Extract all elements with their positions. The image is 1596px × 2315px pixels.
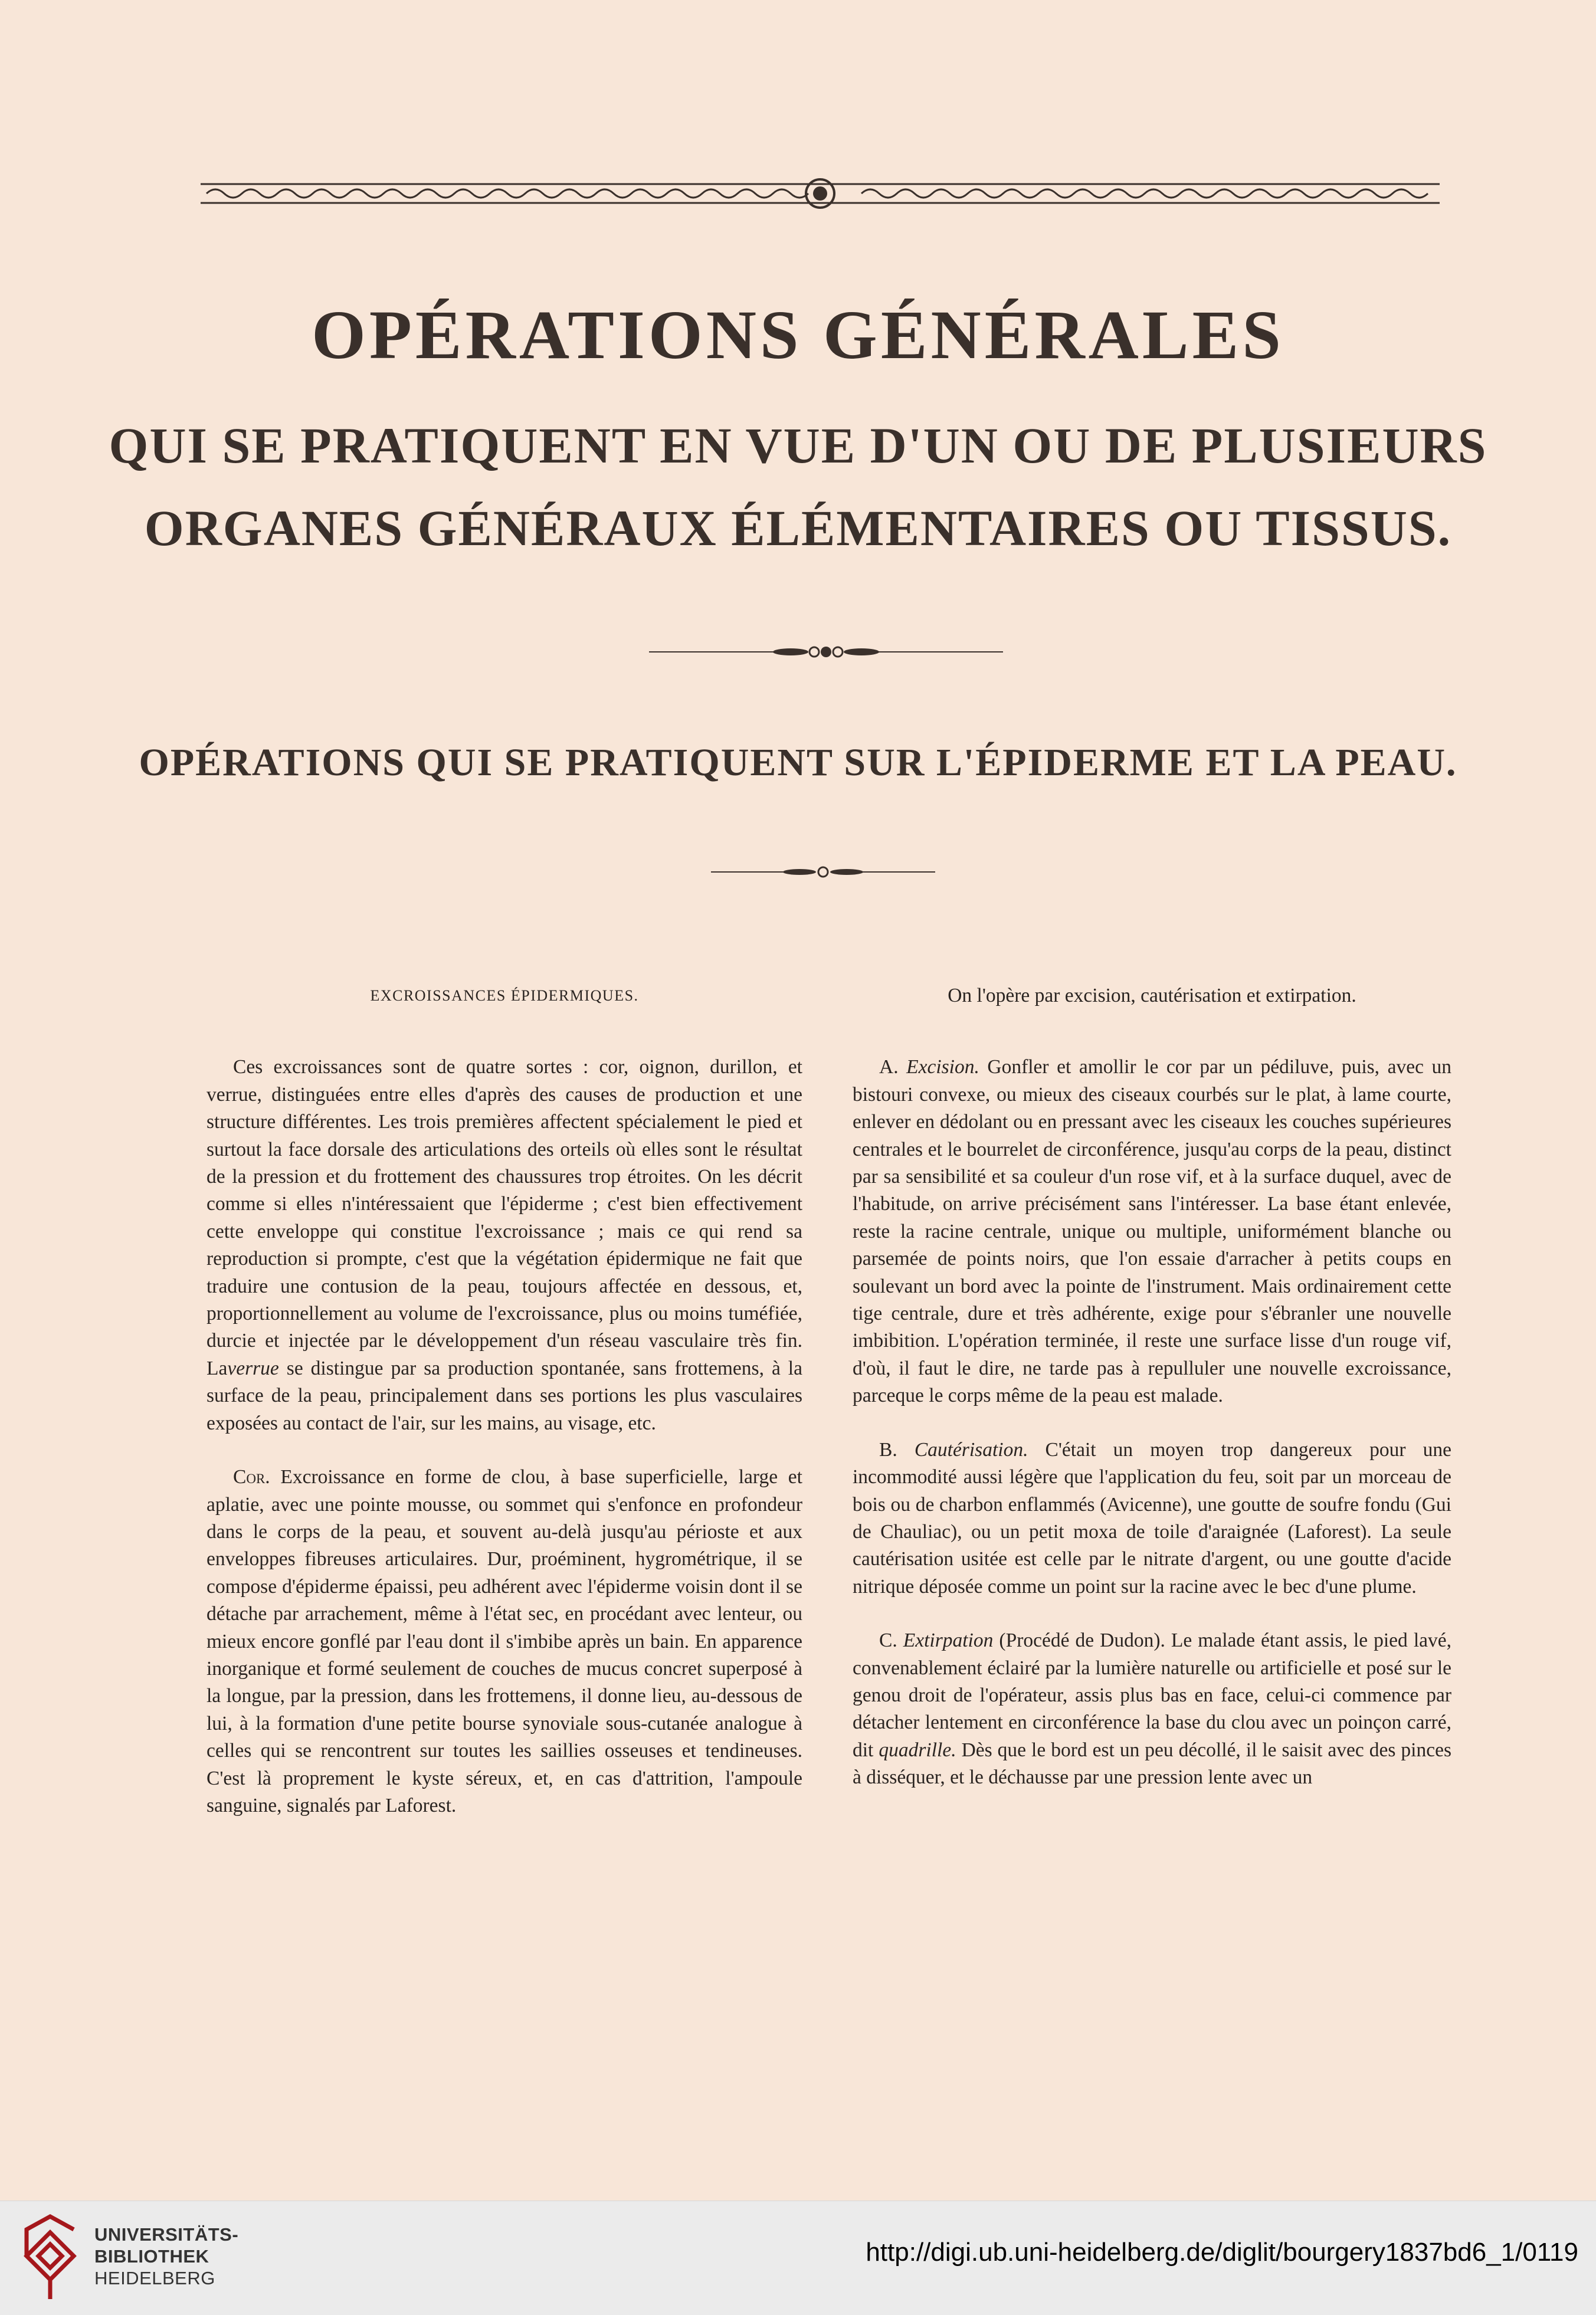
subtitle-line-1: QUI SE PRATIQUENT EN VUE D'UN OU DE PLUSIEURS — [109, 417, 1487, 474]
library-footer — [0, 2201, 1596, 2315]
paragraph-cauterisation: B. Cautérisation. C'était un moyen trop dangereux pour une incommodité aussi légère que l'application du feu, soit par un morceau de bois ou de charbon enflammés (Avicenne), une goutte de soufre fondu (Gui de Chauliac), ou un petit moxa de toile d'araignée (Laforest). La seule cautérisation usitée est celle par le nitrate d'argent, ou une goutte d'acide nitrique déposée comme un point sur la racine avec le bec d'une plume. — [853, 1438, 1451, 1598]
divider-ornament — [649, 643, 1003, 661]
subtitle-line-2: ORGANES GÉNÉRAUX ÉLÉMENTAIRES OU TISSUS. — [144, 500, 1452, 556]
section-title: OPÉRATIONS QUI SE PRATIQUENT SUR L'ÉPIDERME ET LA PEAU. — [139, 741, 1457, 784]
paragraph-methods: On l'opère par excision, cautérisation et extirpation. — [948, 985, 1356, 1006]
paragraph-cor: Cor. Excroissance en forme de clou, à base superficielle, large et aplatie, avec une pointe mousse, ou sommet qui s'enfonce en profondeur dans le corps de la peau, et souvent au-delà jusqu'au périoste et aux enveloppes fibreuses articulaires. Dur, proéminent, hygrométrique, il se compose d'épiderme épaissi, peu adhérent avec l'épiderme voisin dont il se détache par arrachement, même à l'état sec, en procédant avec lenteur, ou mieux encore gonflé par l'eau dont il s'imbibe après un bain. En apparence inorganique et formé seulement de couches de mucus concret superposé à la longue, par la pression, dans les frottemens, il donne lieu, au-dessous de lui, à la formation d'une petite bourse synoviale sous-cutanée analogue à celles qui se rencontrent sur toutes les saillies osseuses et tendineuses. C'est là proprement le kyste séreux, et, en cas d'attrition, l'ampoule sanguine, signalés par Laforest. — [207, 1466, 802, 1816]
subsection-heading: EXCROISSANCES ÉPIDERMIQUES. — [370, 987, 639, 1004]
right-column — [853, 982, 1451, 1818]
university-library-logo-icon[interactable] — [18, 2212, 83, 2301]
source-url-link[interactable]: http://digi.ub.uni-heidelberg.de/diglit/bourgery1837bd6_1/0119 — [866, 2238, 1578, 2267]
library-name: UNIVERSITÄTS- BIBLIOTHEK HEIDELBERG — [94, 2224, 239, 2288]
left-column — [207, 982, 802, 1846]
main-title: OPÉRATIONS GÉNÉRALES — [312, 296, 1284, 373]
paragraph-extirpation: C. Extirpation (Procédé de Dudon). Le malade étant assis, le pied lavé, convenablement éclairé par la lumière naturelle ou artificielle et posé sur le genou droit de l'opérateur, assis plus bas en face, celui-ci commence par détacher lentement en circonférence la base du clou avec un poinçon carré, dit quadrille. Dès que le bord est un peu décollé, il le saisit avec des pinces à disséquer, et le déchausse par une pression lente avec un — [853, 1629, 1451, 1789]
paragraph-excision: A. Excision. Gonfler et amollir le cor par un pédiluve, puis, avec un bistouri convexe, ou mieux des ciseaux courbés sur le plat, à lame courte, enlever en dédolant ou en pressant avec les ciseaux les couches supérieures centrales et le bourrelet de circonférence, jusqu'au corps de la peau, distinct par sa sensibilité et sa couleur d'un rose vif, et à la surface duquel, avec de l'habitude, on arrive précisément sans l'intéresser. La base étant enlevée, reste la racine centrale, unique ou multiple, uniformément blanche ou parsemée de points noirs, que l'on essaie d'arracher à petits coups en soulevant un bord avec la pointe de l'instrument. Mais ordinairement cette tige centrale, dure et très adhérente, exige pour s'ébranler une nouvelle imbibition. L'opération terminée, il reste une surface lisse d'un rouge vif, d'où, il faut le dire, ne tarde pas à repulluler une nouvelle excroissance, parceque le corps même de la peau est malade. — [853, 1056, 1452, 1407]
divider-ornament-small — [711, 864, 935, 880]
paragraph-excroissances: Ces excroissances sont de quatre sortes : cor, oignon, durillon, et verrue, distinguées entre elles d'après des causes de production et une structure différentes. Les trois premières affectent spécialement le pied et surtout la face dorsale des articulations des orteils où elles sont le résultat de la pression et du frottement des chaussures trop étroites. On les décrit comme si elles n'intéressaient que l'épiderme ; c'est bien effectivement cette enveloppe qui constitue l'excroissance ; mais ce qui rend sa reproduction si prompte, c'est que la végétation épidermique ne fait que traduire une contusion de la peau, toujours affectée en dessous, et, proportionnellement au volume de l'excroissance, plus ou moins tuméfiée, durcie et injectée par le développement d'un réseau vasculaire très fin. Laverrue se distingue par sa production spontanée, sans frottemens, à la surface de la peau, principalement dans ses portions les plus vasculaires exposées au contact de l'air, sur les mains, au visage, etc. — [207, 1056, 802, 1434]
top-ornament-band — [201, 176, 1440, 211]
